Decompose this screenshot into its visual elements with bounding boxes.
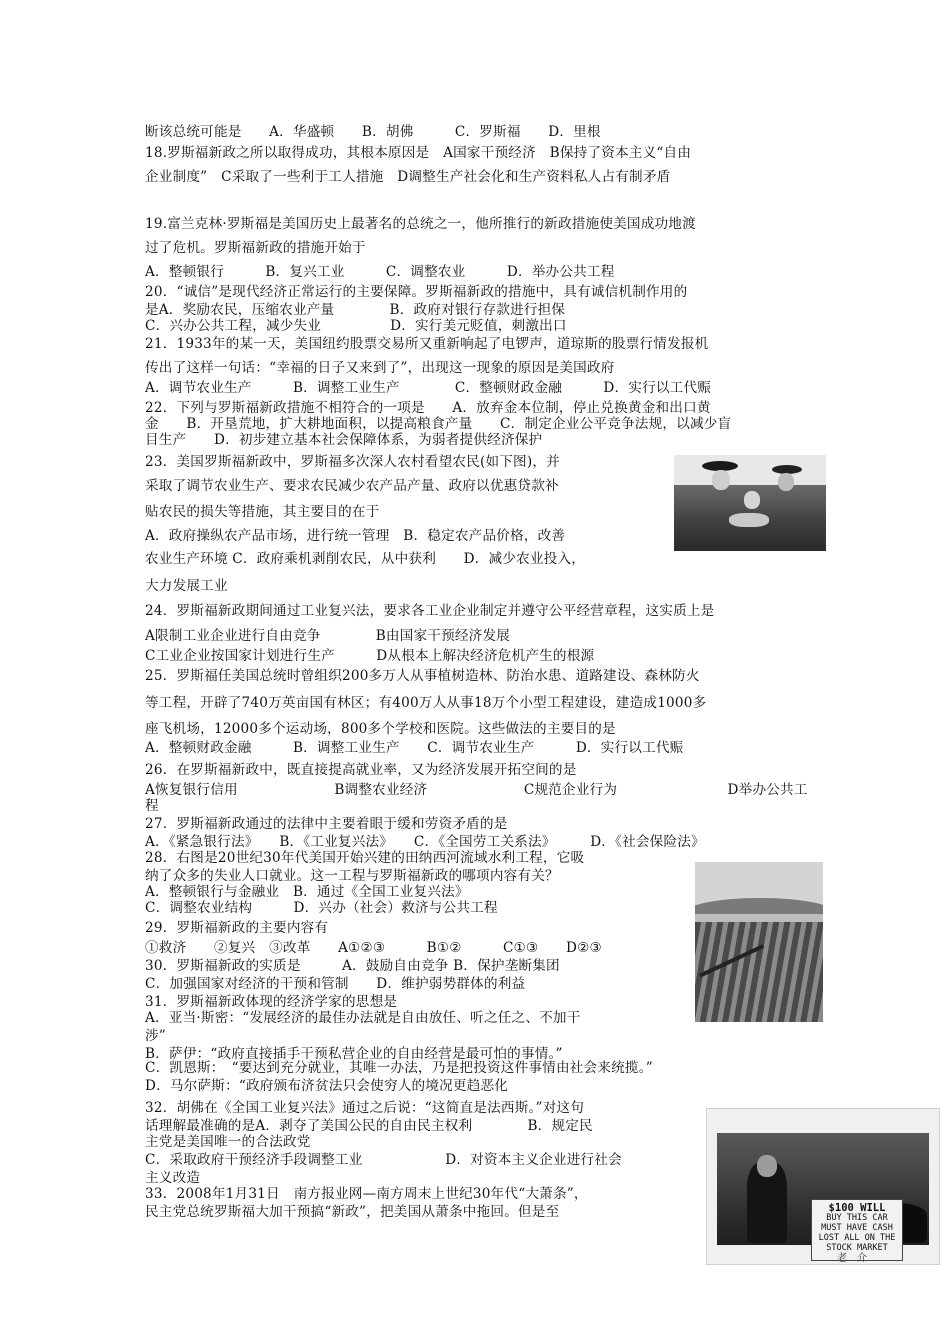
text-line: A．调节农业生产 B．调整工业生产 C．整顿财政金融 D．实行以工代赈: [145, 380, 712, 396]
text-line: 30．罗斯福新政的实质是 A．鼓励自由竞争 B．保护垄断集团: [145, 958, 560, 974]
tennessee-valley-dam-photo: [695, 862, 823, 1022]
text-line: A．《紧急银行法》 B．《工业复兴法》 C．《全国劳工关系法》 D．《社会保险法》: [145, 834, 705, 850]
text-line: 农业生产环境 C．政府乘机剥削农民，从中获利 D．减少农业投入，: [145, 551, 586, 567]
text-line: 目生产 D．初步建立基本社会保障体系，为弱者提供经济保护: [145, 432, 543, 448]
roosevelt-farmers-photo: [674, 455, 826, 551]
sign-line: MUST HAVE CASH: [821, 1223, 893, 1233]
text-line: 24．罗斯福新政期间通过工业复兴法，要求各工业企业制定并遵守公平经营章程，这实质上是: [145, 603, 715, 619]
text-line: 话理解最准确的是A．剥夺了美国公民的自由民主权利 B．规定民: [145, 1118, 593, 1134]
text-line: A．整顿银行与金融业 B．通过《全国工业复兴法》: [145, 884, 469, 900]
text-line: C．兴办公共工程，减少失业 D．实行美元贬值，刺激出口: [145, 318, 567, 334]
text-line: 断该总统可能是 A．华盛顿 B．胡佛 C．罗斯福 D．里根: [145, 124, 601, 140]
text-line: 19.富兰克林·罗斯福是美国历史上最著名的总统之一，他所推行的新政措施使美国成功地渡: [145, 216, 696, 232]
text-line: 29．罗斯福新政的主要内容有: [145, 920, 329, 936]
text-line: 18.罗斯福新政之所以取得成功，其根本原因是 A国家干预经济 B保持了资本主义“自由: [145, 145, 692, 161]
text-line: C．加强国家对经济的干预和管制 D．维护弱势群体的利益: [145, 976, 526, 992]
text-line: A．整顿银行 B．复兴工业 C．调整农业 D．举办公共工程: [145, 264, 615, 280]
text-line: A恢复银行信用 B调整农业经济 C规范企业行为 D举办公共工: [145, 782, 808, 798]
text-line: 座飞机场，12000多个运动场，800多个学校和医院。这些做法的主要目的是: [145, 721, 616, 737]
text-line: 企业制度” C采取了一些利于工人措施 D调整生产社会化和生产资料私人占有制矛盾: [145, 169, 671, 185]
text-line: B．萨伊：“政府直接插手干预私营企业的自由经营是最可怕的事情。”: [145, 1046, 563, 1062]
text-line: ①救济 ②复兴 ③改革 A①②③ B①② C①③ D②③: [145, 940, 602, 956]
text-line: 26．在罗斯福新政中，既直接提高就业率，又为经济发展开拓空间的是: [145, 762, 577, 778]
text-line: 25．罗斯福任美国总统时曾组织200多万人从事植树造林、防治水患、道路建设、森林防火: [145, 668, 700, 684]
text-line: A限制工业企业进行自由竞争 B由国家干预经济发展: [145, 628, 511, 644]
car-for-sale-photo: [706, 1108, 940, 1265]
text-line: 贴农民的损失等措施，其主要目的在于: [145, 504, 380, 520]
text-line: 21．1933年的某一天，美国纽约股票交易所又重新响起了电锣声，道琼斯的股票行情发报机: [145, 336, 709, 352]
text-line: C．采取政府干预经济手段调整工业 D．对资本主义企业进行社会: [145, 1152, 622, 1168]
text-line: 纳了众多的失业人口就业。这一工程与罗斯福新政的哪项内容有关？: [145, 868, 559, 884]
text-line: 32．胡佛在《全国工业复兴法》通过之后说：“这简直是法西斯。”对这句: [145, 1100, 585, 1116]
text-line: 20．“诚信”是现代经济正常运行的主要保障。罗斯福新政的措施中，具有诚信机制作用的: [145, 284, 688, 300]
text-line: 主党是美国唯一的合法政党: [145, 1134, 311, 1150]
text-line: 大力发展工业: [145, 578, 228, 594]
text-line: 是A．奖励农民，压缩农业产量 B．政府对银行存款进行担保: [145, 302, 566, 318]
text-line: 主义改造: [145, 1170, 201, 1186]
text-line: 22．下列与罗斯福新政措施不相符合的一项是 A．放弃金本位制，停止兑换黄金和出口黄: [145, 400, 711, 416]
text-line: C．调整农业结构 D．兴办（社会）救济与公共工程: [145, 900, 498, 916]
text-line: 采取了调节农业生产、要求农民减少农产品产量、政府以优惠贷款补: [145, 478, 559, 494]
text-line: 27．罗斯福新政通过的法律中主要着眼于缓和劳资矛盾的是: [145, 816, 508, 832]
text-line: 传出了这样一句话：“幸福的日子又来到了”，出现这一现象的原因是美国政府: [145, 360, 615, 376]
sign-line: STOCK MARKET: [826, 1243, 888, 1253]
text-line: C工业企业按国家计划进行生产 D从根本上解决经济危机产生的根源: [145, 648, 595, 664]
text-line: 28．右图是20世纪30年代美国开始兴建的田纳西河流域水利工程，它吸: [145, 850, 585, 866]
text-line: 程: [145, 798, 159, 814]
text-line: A．亚当·斯密：“发展经济的最佳办法就是自由放任、听之任之、不加干: [145, 1010, 581, 1026]
text-line: 过了危机。罗斯福新政的措施开始于: [145, 240, 366, 256]
text-line: A．政府操纵农产品市场，进行统一管理 B．稳定农产品价格，改善: [145, 528, 566, 544]
text-line: A．整顿财政金融 B．调整工业生产 C．调节农业生产 D．实行以工代赈: [145, 740, 684, 756]
text-line: D．马尔萨斯：“政府颁布济贫法只会使穷人的境况更趋恶化: [145, 1078, 509, 1094]
text-line: 31．罗斯福新政体现的经济学家的思想是: [145, 994, 398, 1010]
text-line: 33．2008年1月31日 南方报业网—南方周末上世纪30年代“大萧条”，: [145, 1186, 588, 1202]
text-line: 等工程，开辟了740万英亩国有林区；有400万人从事18万个小型工程建设，建造成1000多: [145, 695, 707, 711]
text-line: C．凯恩斯： “要达到充分就业，其唯一办法，乃是把投资这件事情由社会来统揽。”: [145, 1060, 653, 1076]
text-line: 金 B．开垦荒地，扩大耕地面积，以提高粮食产量 C．制定企业公平竞争法规，以减少盲: [145, 416, 732, 432]
text-line: 涉”: [145, 1028, 166, 1044]
photo-caption: 老 介: [837, 1253, 867, 1264]
text-line: 23．美国罗斯福新政中，罗斯福多次深人农村看望农民(如下图)，并: [145, 454, 560, 470]
sign-line: LOST ALL ON THE: [818, 1233, 896, 1243]
text-line: 民主党总统罗斯福大加干预搞“新政”，把美国从萧条中拖回。但是至: [145, 1204, 560, 1220]
sign-line: BUY THIS CAR: [826, 1213, 888, 1223]
sign-line: $100 WILL: [828, 1202, 886, 1214]
